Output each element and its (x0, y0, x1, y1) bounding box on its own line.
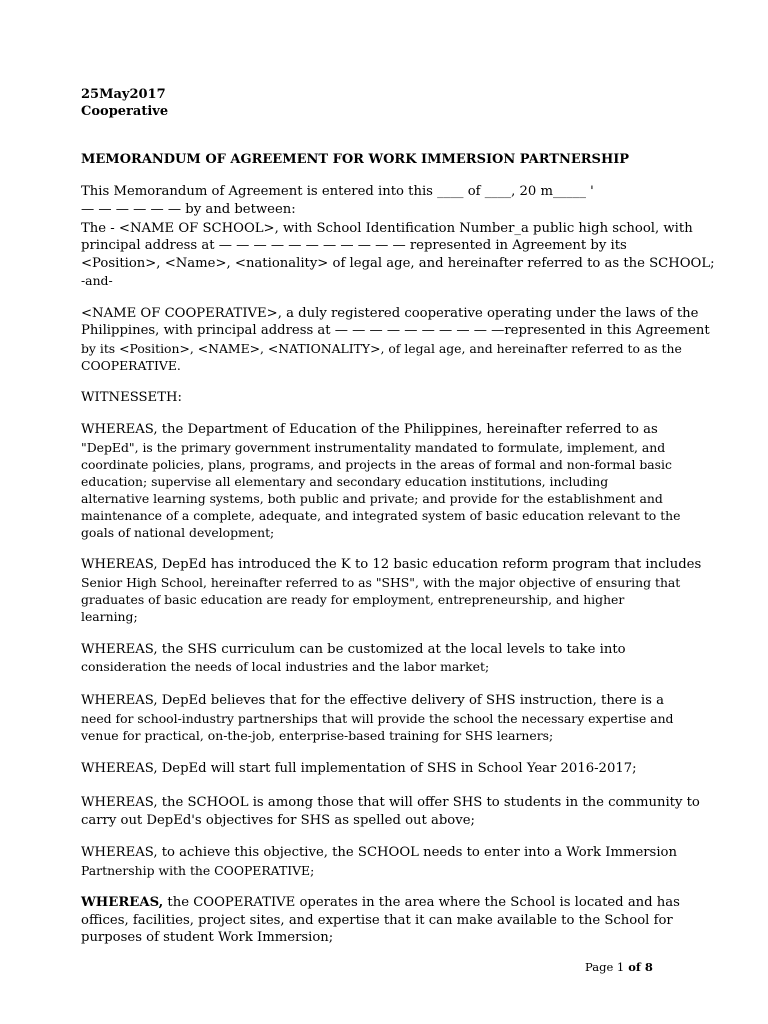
coop-line-3: by its <Position>, <NAME>, <NATIONALITY>, of legal age, and hereinafter referred to as the (81, 341, 682, 356)
document-org: Cooperative (81, 104, 169, 119)
whereas-1-line-4: education; supervise all elementary and secondary education institutions, including (81, 474, 609, 489)
whereas-6-line-2: carry out DepEd's objectives for SHS as spelled out above; (81, 813, 475, 828)
document-title: MEMORANDUM OF AGREEMENT FOR WORK IMMERSION PARTNERSHIP (81, 152, 630, 167)
intro-and: -and- (81, 273, 113, 288)
document-date: 25May2017 (81, 87, 166, 102)
whereas-1-line-3: coordinate policies, plans, programs, and projects in the areas of formal and non-formal basic (81, 457, 672, 472)
intro-line-2: — — — — — — by and between: (81, 202, 296, 217)
intro-line-1: This Memorandum of Agreement is entered into this ____ of ____, 20 m_____ ' (81, 184, 594, 199)
whereas-4-line-2: need for school-industry partnerships that will provide the school the necessary expertise and (81, 711, 674, 726)
coop-line-1: <NAME OF COOPERATIVE>, a duly registered cooperative operating under the laws of the (81, 306, 699, 321)
coop-line-2: Philippines, with principal address at — — — — — — — — — —represented in this Agreement (81, 323, 710, 338)
whereas-6-line-1: WHEREAS, the SCHOOL is among those that will offer SHS to students in the community to (81, 795, 700, 810)
whereas-2-line-2: Senior High School, hereinafter referred to as "SHS", with the major objective of ensuring that (81, 575, 681, 590)
whereas-2-line-4: learning; (81, 609, 138, 624)
whereas-8-line-2: offices, facilities, project sites, and expertise that it can make available to the School for (81, 913, 673, 928)
whereas-7-line-1: WHEREAS, to achieve this objective, the SCHOOL needs to enter into a Work Immersion (81, 845, 677, 860)
witnesseth-heading: WITNESSETH: (81, 390, 182, 405)
whereas-2-line-1: WHEREAS, DepEd has introduced the K to 12 basic education reform program that includes (81, 557, 702, 572)
whereas-8-line-3: purposes of student Work Immersion; (81, 930, 334, 945)
footer-page-number: 1 (616, 960, 625, 974)
whereas-8-line-1 (81, 894, 680, 912)
coop-line-4: COOPERATIVE. (81, 358, 181, 373)
footer-page-label: Page (585, 960, 617, 974)
whereas-4-line-1: WHEREAS, DepEd believes that for the effective delivery of SHS instruction, there is a (81, 693, 664, 708)
intro-line-5: <Position>, <Name>, <nationality> of legal age, and hereinafter referred to as the SCHOOL; (81, 256, 715, 271)
page-footer (585, 960, 653, 974)
intro-line-3: The - <NAME OF SCHOOL>, with School Identification Number_a public high school, with (81, 221, 693, 236)
whereas-1-line-7: goals of national development; (81, 525, 275, 540)
whereas-1-line-6: maintenance of a complete, adequate, and integrated system of basic education relevant to the (81, 508, 681, 523)
whereas-1-line-1: WHEREAS, the Department of Education of the Philippines, hereinafter referred to as (81, 422, 658, 437)
whereas-3-line-1: WHEREAS, the SHS curriculum can be customized at the local levels to take into (81, 642, 626, 657)
whereas-2-line-3: graduates of basic education are ready for employment, entrepreneurship, and higher (81, 592, 625, 607)
whereas-7-line-2: Partnership with the COOPERATIVE; (81, 863, 315, 878)
intro-line-4: principal address at — — — — — — — — — — — represented in Agreement by its (81, 238, 627, 253)
whereas-3-line-2: consideration the needs of local industries and the labor market; (81, 659, 490, 674)
whereas-1-line-5: alternative learning systems, both public and private; and provide for the establishment and (81, 491, 663, 506)
whereas-1-line-2: "DepEd", is the primary government instrumentality mandated to formulate, implement, and (81, 440, 666, 455)
footer-page-total: of 8 (624, 960, 653, 974)
whereas-8-line-1-text: the COOPERATIVE operates in the area where the School is located and has (163, 895, 680, 910)
whereas-8-lead: WHEREAS, (81, 895, 164, 910)
whereas-5-line-1: WHEREAS, DepEd will start full implementation of SHS in School Year 2016-2017; (81, 761, 637, 776)
whereas-4-line-3: venue for practical, on-the-job, enterprise-based training for SHS learners; (81, 728, 554, 743)
